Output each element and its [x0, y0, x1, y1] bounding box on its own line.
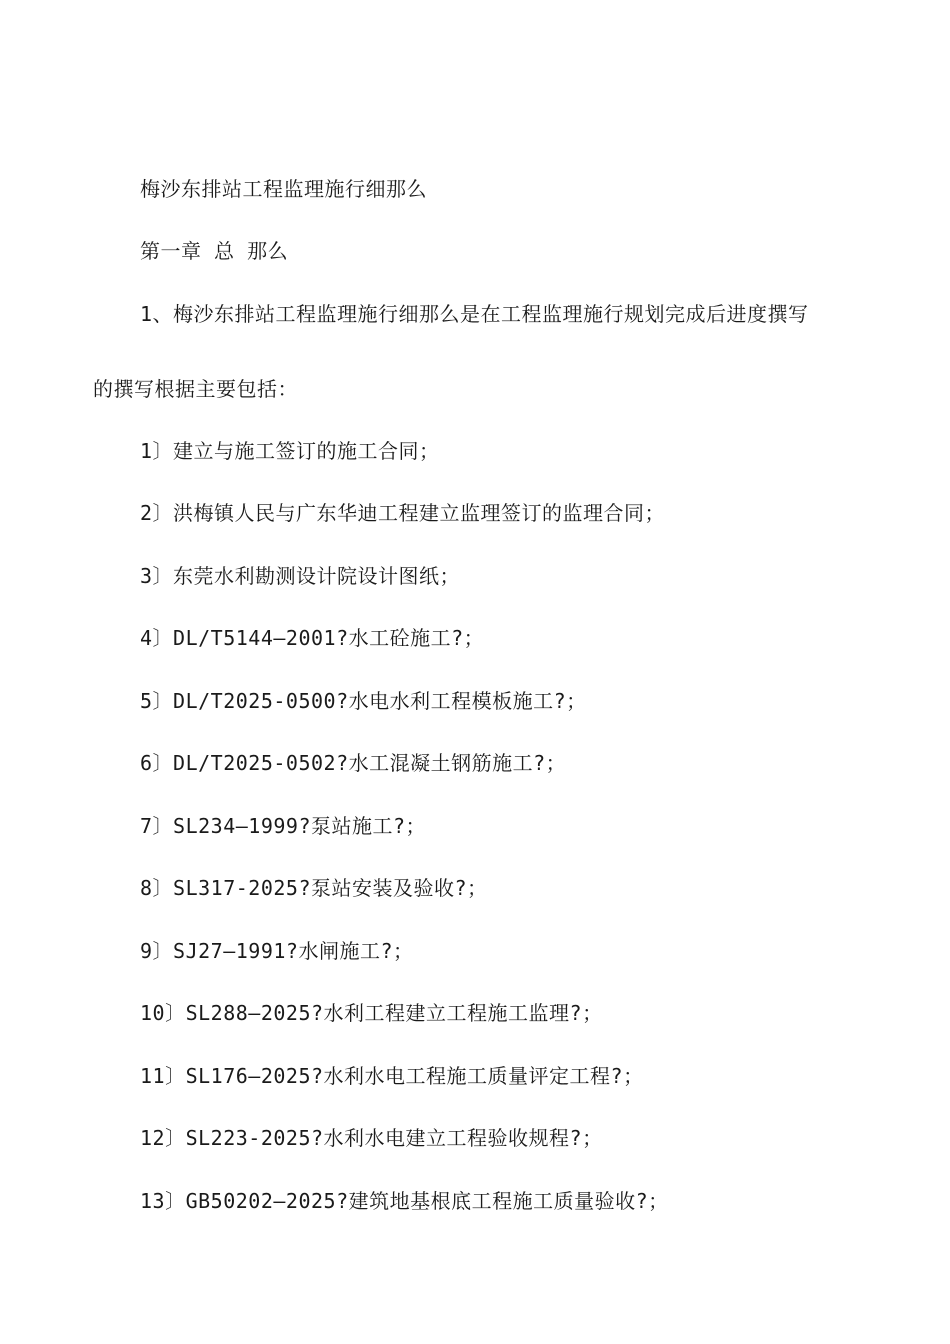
list-item: 12〕SL223-2025?水利水电建立工程验收规程?；: [140, 1126, 603, 1150]
list-item: 11〕SL176—2025?水利水电工程施工质量评定工程?；: [140, 1064, 644, 1088]
list-item: 7〕SL234—1999?泵站施工?；: [140, 814, 427, 838]
list-item: 3〕东莞水利勘测设计院设计图纸；: [140, 564, 461, 588]
list-item: 2〕洪梅镇人民与广东华迪工程建立监理签订的监理合同；: [140, 501, 666, 525]
list-item: 6〕DL/T2025-0502?水工混凝土钢筋施工?；: [140, 751, 567, 775]
list-item: 10〕SL288—2025?水利工程建立工程施工监理?；: [140, 1001, 603, 1025]
list-item: 4〕DL/T5144—2001?水工砼施工?；: [140, 626, 485, 650]
list-item: 5〕DL/T2025-0500?水电水利工程模板施工?；: [140, 689, 587, 713]
list-item: 13〕GB50202—2025?建筑地基根底工程施工质量验收?；: [140, 1189, 669, 1213]
chapter-heading: 第一章 总 那么: [140, 239, 289, 263]
list-item: 8〕SL317-2025?泵站安装及验收?；: [140, 876, 488, 900]
document-title: 梅沙东排站工程监理施行细那么: [140, 177, 427, 201]
list-item: 1〕建立与施工签订的施工合同；: [140, 439, 440, 463]
paragraph-line: 的撰写根据主要包括：: [93, 377, 298, 401]
paragraph-line: 1、梅沙东排站工程监理施行细那么是在工程监理施行规划完成后进度撰写: [140, 302, 809, 326]
list-item: 9〕SJ27—1991?水闸施工?；: [140, 939, 414, 963]
